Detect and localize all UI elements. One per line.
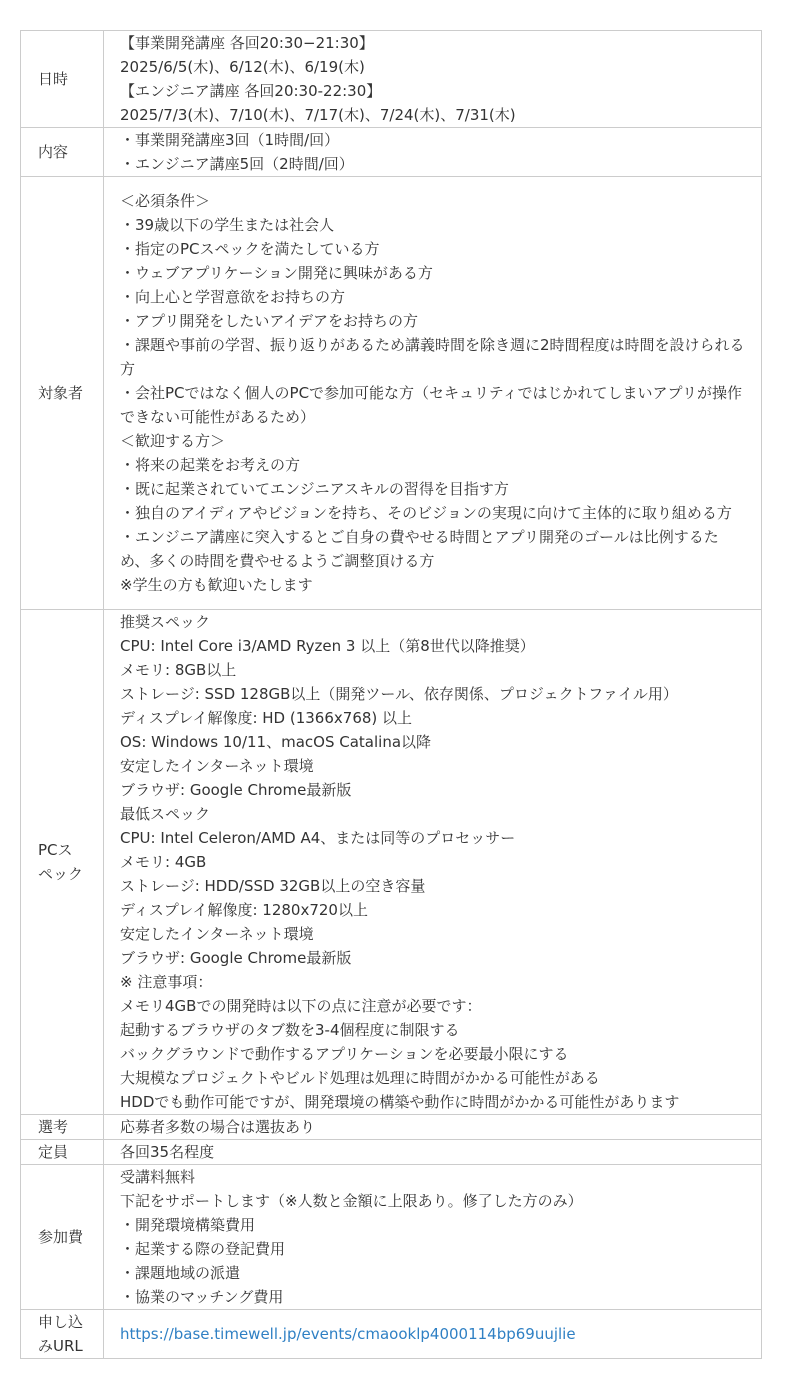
apply-url-label-line: みURL: [38, 1337, 83, 1355]
schedule-line: 2025/7/3(木)、7/10(木)、7/17(木)、7/24(木)、7/31(木): [120, 106, 516, 124]
pc-spec-line: 安定したインターネット環境: [120, 925, 314, 943]
content-line: ・事業開発講座3回（1時間/回）: [120, 131, 340, 149]
fee-line: ・開発環境構築費用: [120, 1216, 256, 1234]
target-line: ・将来の起業をお考えの方: [120, 456, 301, 474]
pc-spec-line: ブラウザ: Google Chrome最新版: [120, 781, 352, 799]
row-content: [21, 128, 762, 177]
fee-line: ・起業する際の登記費用: [120, 1240, 286, 1258]
pc-spec-line: 安定したインターネット環境: [120, 757, 314, 775]
target-line: ・指定のPCスペックを満たしている方: [120, 240, 380, 258]
target-line: ・会社PCではなく個人のPCで参加可能な方（セキュリティではじかれてしまいアプリが操作できない可能性があるため）: [120, 384, 742, 426]
pc-spec-line: 起動するブラウザのタブ数を3-4個程度に制限する: [120, 1021, 460, 1039]
row-selection: [21, 1115, 762, 1140]
schedule-value: [104, 31, 762, 128]
content-label: 内容: [21, 128, 104, 177]
pc-spec-line: ディスプレイ解像度: 1280x720以上: [120, 901, 368, 919]
pc-spec-line: CPU: Intel Core i3/AMD Ryzen 3 以上（第8世代以降推奨）: [120, 637, 535, 655]
pc-spec-line: ブラウザ: Google Chrome最新版: [120, 949, 352, 967]
apply-url-label-line: 申し込: [38, 1313, 84, 1331]
fee-line: 下記をサポートします（※人数と金額に上限あり。修了した方のみ）: [120, 1192, 583, 1210]
selection-line: 応募者多数の場合は選抜あり: [120, 1118, 316, 1136]
target-line: ・エンジニア講座に突入するとご自身の費やせる時間とアプリ開発のゴールは比例するため、多くの時間を費やせるようご調整頂ける方: [120, 528, 719, 570]
fee-line: 受講料無料: [120, 1168, 196, 1186]
pc-spec-value: [104, 610, 762, 1115]
row-schedule: [21, 31, 762, 128]
pc-spec-label-line: PCス: [38, 841, 73, 859]
target-line: ＜歓迎する方＞: [120, 432, 226, 450]
target-line: ・ウェブアプリケーション開発に興味がある方: [120, 264, 433, 282]
pc-spec-label: [21, 610, 104, 1115]
row-pc-spec: [21, 610, 762, 1115]
target-line: ・既に起業されていてエンジニアスキルの習得を目指す方: [120, 480, 509, 498]
content-line: ・エンジニア講座5回（2時間/回）: [120, 155, 354, 173]
pc-spec-line: ディスプレイ解像度: HD (1366x768) 以上: [120, 709, 413, 727]
target-line: ・アプリ開発をしたいアイデアをお持ちの方: [120, 312, 419, 330]
row-target: [21, 177, 762, 610]
schedule-line: 【エンジニア講座 各回20:30-22:30】: [120, 82, 382, 100]
pc-spec-line: メモリ4GBでの開発時は以下の点に注意が必要です：: [120, 997, 482, 1015]
pc-spec-line: CPU: Intel Celeron/AMD A4、または同等のプロセッサー: [120, 829, 516, 847]
fee-line: ・課題地域の派遣: [120, 1264, 241, 1282]
target-line: ＜必須条件＞: [120, 192, 211, 210]
target-line: ・独自のアイディアやビジョンを持ち、そのビジョンの実現に向けて主体的に取り組める方: [120, 504, 732, 522]
target-label: 対象者: [21, 177, 104, 610]
pc-spec-label-line: ペック: [38, 865, 84, 883]
row-capacity: [21, 1140, 762, 1165]
selection-label: 選考: [21, 1115, 104, 1140]
pc-spec-line: ストレージ: HDD/SSD 32GB以上の空き容量: [120, 877, 426, 895]
capacity-label: 定員: [21, 1140, 104, 1165]
capacity-value: [104, 1140, 762, 1165]
row-fee: [21, 1165, 762, 1310]
pc-spec-line: ※ 注意事項：: [120, 973, 213, 991]
pc-spec-line: OS: Windows 10/11、macOS Catalina以降: [120, 733, 432, 751]
pc-spec-line: 大規模なプロジェクトやビルド処理は処理に時間がかかる可能性がある: [120, 1069, 600, 1087]
schedule-line: 2025/6/5(木)、6/12(木)、6/19(木): [120, 58, 365, 76]
target-line: ※学生の方も歓迎いたします: [120, 576, 313, 594]
fee-value: [104, 1165, 762, 1310]
selection-value: [104, 1115, 762, 1140]
schedule-label: 日時: [21, 31, 104, 128]
pc-spec-line: HDDでも動作可能ですが、開発環境の構築や動作に時間がかかる可能性があります: [120, 1093, 680, 1111]
row-apply-url: [21, 1310, 762, 1359]
target-line: ・39歳以下の学生または社会人: [120, 216, 335, 234]
schedule-line: 【事業開発講座 各回20:30−21:30】: [120, 34, 374, 52]
apply-url-label: [21, 1310, 104, 1359]
apply-url-link[interactable]: https://base.timewell.jp/events/cmaooklp4000114bp69uujlie: [120, 1325, 576, 1343]
pc-spec-line: 推奨スペック: [120, 613, 211, 631]
target-line: ・課題や事前の学習、振り返りがあるため講義時間を除き週に2時間程度は時間を設けられる方: [120, 336, 745, 378]
target-value: [104, 177, 762, 610]
pc-spec-line: ストレージ: SSD 128GB以上（開発ツール、依存関係、プロジェクトファイル用）: [120, 685, 678, 703]
pc-spec-line: メモリ: 4GB: [120, 853, 207, 871]
pc-spec-line: バックグラウンドで動作するアプリケーションを必要最小限にする: [120, 1045, 569, 1063]
pc-spec-line: 最低スペック: [120, 805, 211, 823]
content-value: [104, 128, 762, 177]
fee-line: ・協業のマッチング費用: [120, 1288, 284, 1306]
pc-spec-line: メモリ: 8GB以上: [120, 661, 237, 679]
capacity-line: 各回35名程度: [120, 1143, 215, 1161]
target-line: ・向上心と学習意欲をお持ちの方: [120, 288, 346, 306]
fee-label: 参加費: [21, 1165, 104, 1310]
event-info-table: [20, 30, 762, 1359]
apply-url-value: [104, 1310, 762, 1359]
event-info-panel: [20, 30, 762, 1359]
